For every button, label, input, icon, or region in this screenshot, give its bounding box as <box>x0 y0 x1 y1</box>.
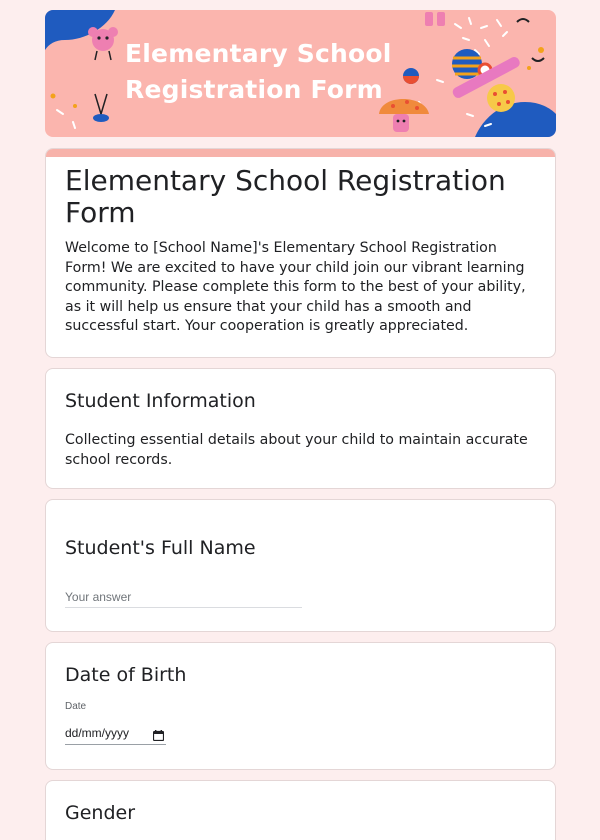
accent-bar <box>46 149 555 157</box>
banner-title: Elementary School Registration Form <box>125 39 392 104</box>
question-title: Date of Birth <box>65 664 187 686</box>
question-title: Student's Full Name <box>65 537 256 559</box>
form-header-card <box>45 148 556 358</box>
dotted-circle-decoration <box>487 84 515 112</box>
date-value: dd/mm/yyyy <box>65 726 130 740</box>
calendar-icon[interactable] <box>153 726 164 745</box>
question-title: Gender <box>65 802 136 824</box>
character-decoration <box>88 27 118 60</box>
section-title: Student Information <box>65 390 256 412</box>
full-name-input[interactable] <box>65 586 302 608</box>
figure-decoration <box>93 94 109 122</box>
header-banner <box>45 10 556 137</box>
section-card <box>45 368 556 489</box>
form-title: Elementary School Registration Form <box>65 164 506 229</box>
section-description: Collecting essential details about your child to maintain accurate school records. <box>65 432 528 468</box>
question-card-gender <box>45 780 556 840</box>
question-card-date-of-birth <box>45 642 556 770</box>
binoculars-decoration <box>425 12 445 26</box>
date-input[interactable] <box>65 723 166 745</box>
date-label: Date <box>65 701 87 712</box>
form-description: Welcome to [School Name]'s Elementary School Registration Form! We are excited to have your child join our vibrant learning community. Please complete this form to the best of your ability, as it will help us ensure that your child has a smooth and successful start. Your cooperation is greatly appreciated. <box>65 240 526 334</box>
question-card-full-name <box>45 499 556 632</box>
